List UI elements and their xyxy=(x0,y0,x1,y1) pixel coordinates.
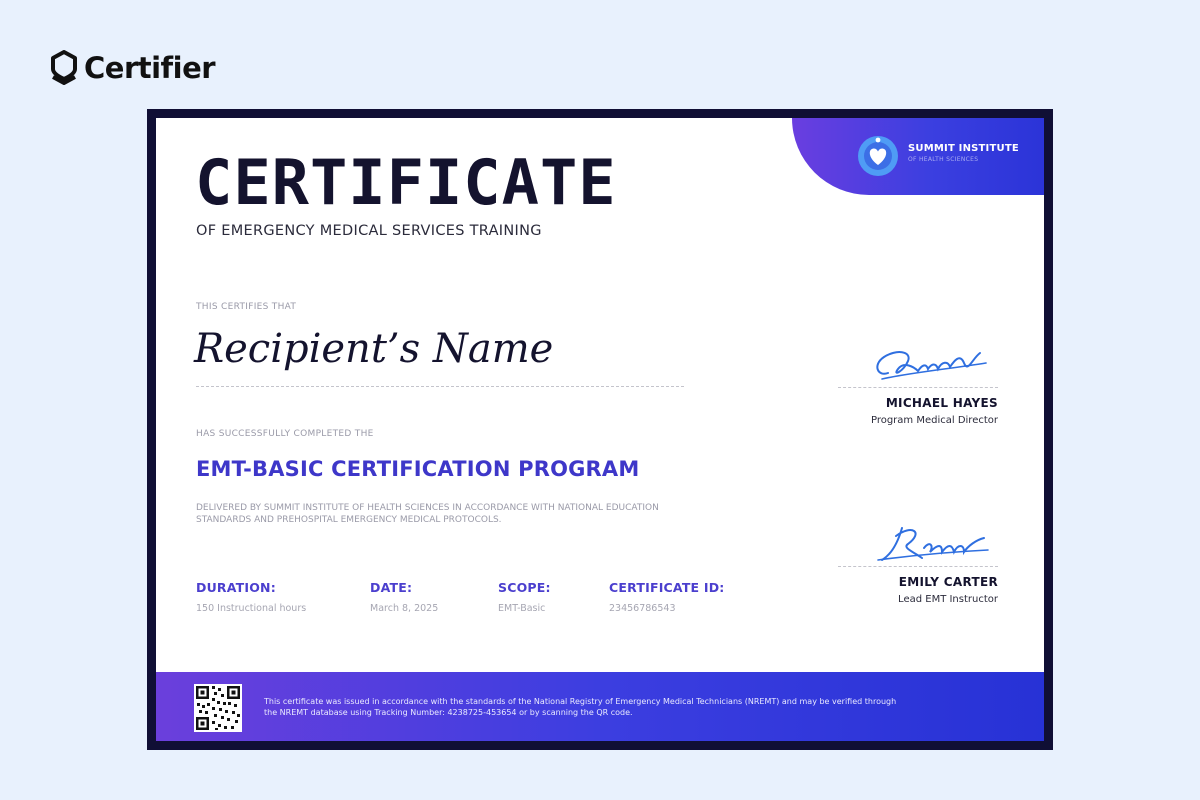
detail-label: SCOPE: xyxy=(498,580,551,595)
heart-icon xyxy=(856,134,900,178)
detail-value: 23456786543 xyxy=(609,603,676,614)
certificate-frame xyxy=(147,109,1053,750)
signatory-name: EMILY CARTER xyxy=(898,575,998,589)
signature-block-director xyxy=(838,343,998,426)
certifier-shield-icon xyxy=(50,50,78,86)
certificate-footer xyxy=(156,672,1044,741)
certificate-paper xyxy=(156,118,1044,741)
signatory-name: MICHAEL HAYES xyxy=(885,396,998,410)
detail-date xyxy=(370,580,438,614)
detail-label: CERTIFICATE ID: xyxy=(609,580,725,595)
detail-value: EMT-Basic xyxy=(498,603,546,614)
brand-name: Certifier xyxy=(84,51,216,85)
qr-code-icon[interactable] xyxy=(194,684,242,732)
brand-logo xyxy=(50,50,215,86)
certificate-subtitle: OF EMERGENCY MEDICAL SERVICES TRAINING xyxy=(196,223,542,239)
detail-label: DATE: xyxy=(370,580,413,595)
signature-image xyxy=(868,343,998,383)
detail-duration xyxy=(196,580,306,614)
signatory-role: Lead EMT Instructor xyxy=(898,594,998,605)
detail-label: DURATION: xyxy=(196,580,276,595)
program-name: EMT-BASIC CERTIFICATION PROGRAM xyxy=(196,457,640,481)
signature-image xyxy=(868,522,998,566)
signature-line xyxy=(838,566,998,567)
organization-name: SUMMIT INSTITUTE xyxy=(908,143,1019,154)
signature-block-instructor xyxy=(838,522,998,605)
detail-certificate-id xyxy=(609,580,724,614)
certificate-title: CERTIFICATE xyxy=(195,146,617,219)
organization-subtitle: OF HEALTH SCIENCES xyxy=(908,156,979,163)
detail-value: 150 Instructional hours xyxy=(196,603,307,614)
delivered-text: DELIVERED BY SUMMIT INSTITUTE OF HEALTH SCIENCES IN ACCORDANCE WITH NATIONAL EDUCATION STANDARDS AND PREHOSPITAL EMERGENCY MEDICAL PROTOCOLS. xyxy=(196,503,659,525)
recipient-name: Recipient’s Name xyxy=(194,326,554,372)
certifies-text: THIS CERTIFIES THAT xyxy=(196,302,297,312)
signature-line xyxy=(838,387,998,388)
name-divider xyxy=(196,386,684,387)
signatory-role: Program Medical Director xyxy=(870,415,998,426)
organization-banner xyxy=(792,118,1044,195)
footer-verification-text: This certificate was issued in accordance with the standards of the National Registry of Emergency Medical Technicians (NREMT) and may be verified through the NREMT database using Tracking Number: 4238725-453654 or by scanning the QR code. xyxy=(264,697,897,717)
completed-text: HAS SUCCESSFULLY COMPLETED THE xyxy=(196,429,374,439)
detail-scope xyxy=(498,580,551,614)
detail-value: March 8, 2025 xyxy=(370,603,439,614)
